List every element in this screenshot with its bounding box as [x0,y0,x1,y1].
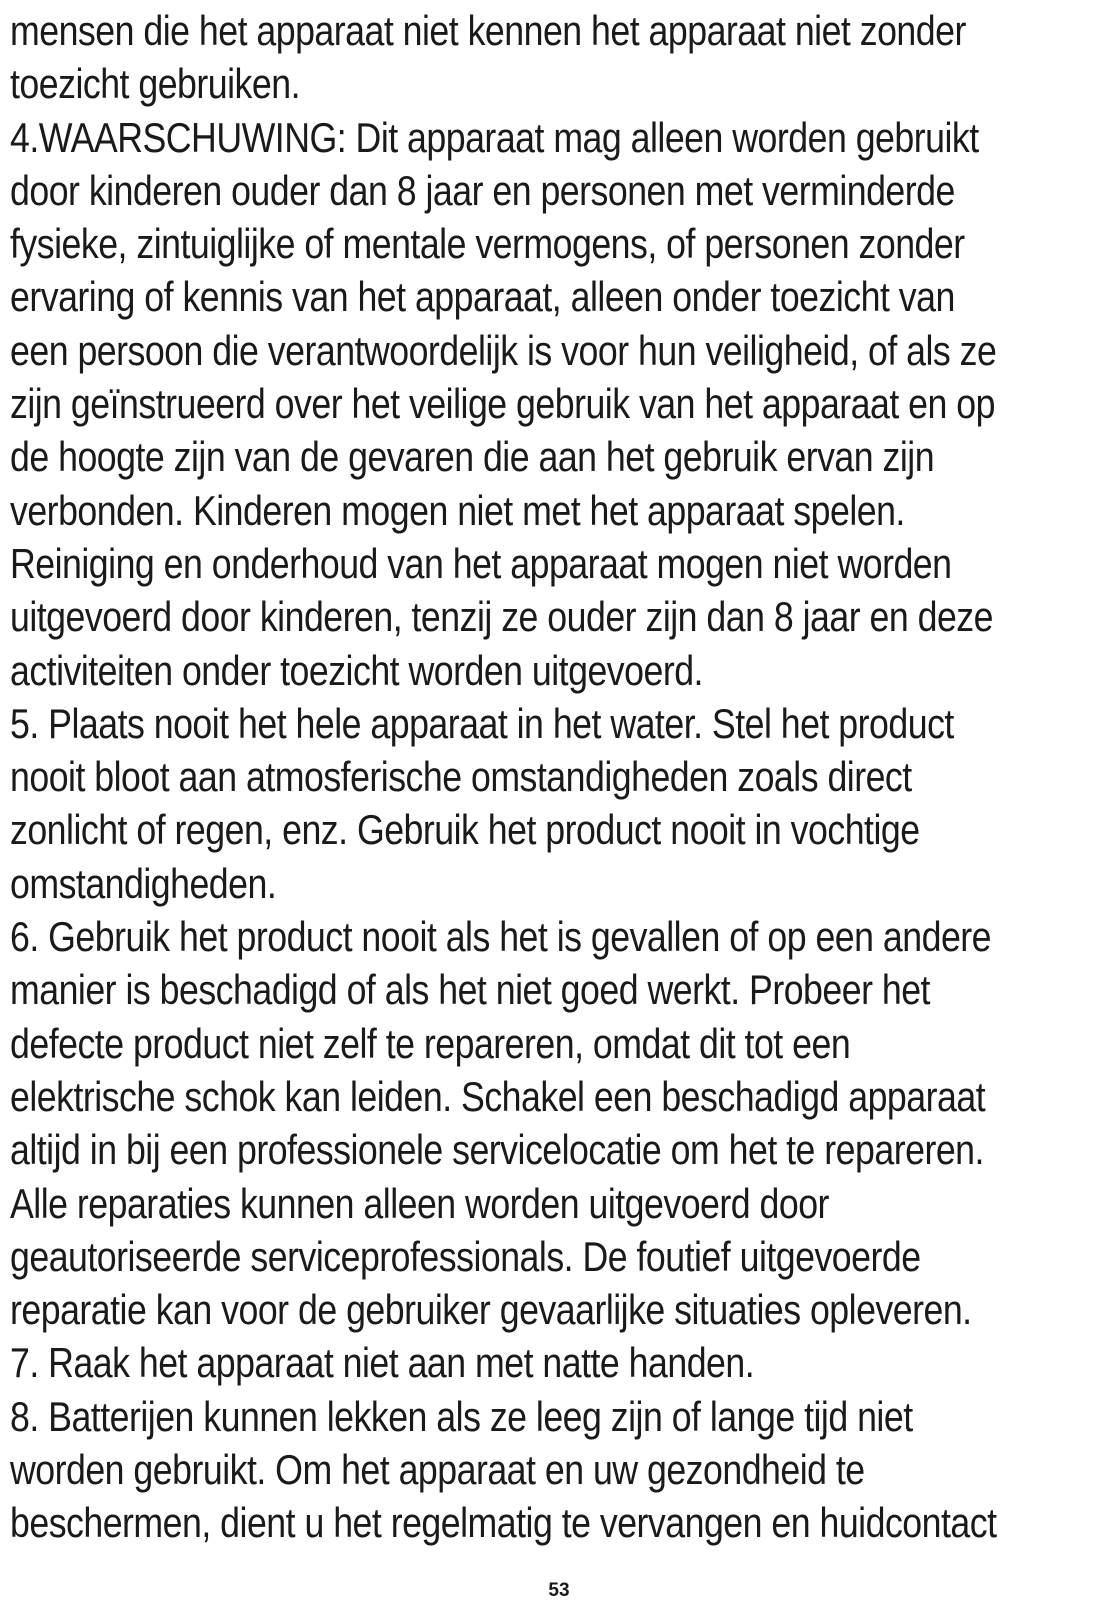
text-line: nooit bloot aan atmosferische omstandigheden zoals direct [10,753,912,801]
text-line: altijd in bij een professionele servicelocatie om het te repareren. [10,1126,984,1174]
text-line: zonlicht of regen, enz. Gebruik het product nooit in vochtige [10,806,920,854]
text-line: uitgevoerd door kinderen, tenzij ze ouder zijn dan 8 jaar en deze [10,593,993,641]
text-line: 6. Gebruik het product nooit als het is gevallen of op een andere [10,913,992,961]
text-line: omstandigheden. [10,859,277,907]
text-line: 7. Raak het apparaat niet aan met natte handen. [10,1339,755,1387]
text-line: de hoogte zijn van de gevaren die aan het gebruik ervan zijn [10,433,935,481]
text-line: geautoriseerde serviceprofessionals. De foutief uitgevoerde [10,1232,921,1280]
text-line: 5. Plaats nooit het hele apparaat in het water. Stel het product [10,699,954,747]
text-line: Reiniging en onderhoud van het apparaat mogen niet worden [10,539,952,587]
text-line: beschermen, dient u het regelmatig te vervangen en huidcontact [10,1499,997,1547]
text-line: ervaring of kennis van het apparaat, alleen onder toezicht van [10,273,955,321]
text-line: defecte product niet zelf te repareren, omdat dit tot een [10,1019,851,1067]
text-line: mensen die het apparaat niet kennen het apparaat niet zonder [10,7,966,54]
text-line: manier is beschadigd of als het niet goed werkt. Probeer het [10,966,930,1014]
text-line: Alle reparaties kunnen alleen worden uitgevoerd door [10,1179,829,1227]
text-line: zijn geïnstrueerd over het veilige gebruik van het apparaat en op [10,380,995,428]
text-line: 8. Batterijen kunnen lekken als ze leeg zijn of lange tijd niet [10,1392,913,1440]
body-text [10,4,997,1550]
text-line: 4.WAARSCHUWING: Dit apparaat mag alleen worden gebruikt [10,113,979,161]
text-line: een persoon die verantwoordelijk is voor hun veiligheid, of als ze [10,326,997,374]
text-line: reparatie kan voor de gebruiker gevaarlijke situaties opleveren. [10,1286,972,1334]
text-line: worden gebruikt. Om het apparaat en uw gezondheid te [10,1446,865,1494]
text-line: fysieke, zintuiglijke of mentale vermogens, of personen zonder [10,220,965,268]
text-line: door kinderen ouder dan 8 jaar en personen met verminderde [10,166,955,214]
text-line: toezicht gebruiken. [10,60,300,108]
page-number: 53 [548,1580,570,1601]
text-line: verbonden. Kinderen mogen niet met het apparaat spelen. [10,486,905,534]
text-line: activiteiten onder toezicht worden uitgevoerd. [10,646,703,694]
text-line: elektrische schok kan leiden. Schakel een beschadigd apparaat [10,1072,986,1120]
